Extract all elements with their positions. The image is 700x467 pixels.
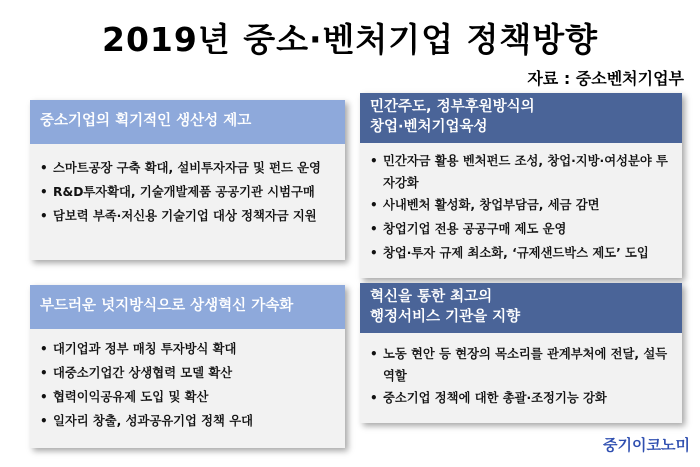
bullet-icon: • [40, 390, 48, 404]
panel-startup [360, 93, 682, 278]
list-item: • 민간자금 활용 벤처펀드 조성, 창업·지방·여성분야 투자강화 [370, 150, 670, 194]
source-credit: 자료 : 중소벤처기업부 [527, 69, 684, 88]
panel-heading-text: 행정서비스 기관을 지향 [370, 309, 521, 325]
list-item: • 대기업과 정부 매칭 투자방식 확대 [40, 342, 237, 356]
panel-startup-heading [360, 93, 682, 143]
bullet-icon: • [40, 185, 48, 199]
bullet-icon: • [370, 347, 378, 361]
list-item: • R&D투자확대, 기술개발제품 공공기관 시범구매 [40, 185, 315, 199]
panel-startup-list [370, 150, 670, 268]
list-item: • 사내벤처 활성화, 창업부담금, 세금 감면 [370, 198, 600, 212]
panel-coexistence [30, 285, 345, 448]
panel-coexistence-list [40, 340, 337, 436]
bullet-icon: • [40, 414, 48, 428]
panel-heading-text: 중소기업의 획기적인 생산성 제고 [40, 113, 252, 130]
bullet-icon: • [40, 342, 48, 356]
panel-heading-text: 민간주도, 정부후원방식의 [370, 99, 535, 116]
bullet-icon: • [40, 161, 48, 175]
panel-productivity-list [40, 159, 337, 231]
list-item: • 대중소기업간 상생협력 모델 확산 [40, 366, 233, 380]
list-item: • 담보력 부족·저신용 기술기업 대상 정책자금 지원 [40, 209, 317, 223]
bullet-icon: • [370, 198, 378, 212]
panel-productivity-heading [30, 100, 345, 144]
bullet-icon: • [370, 391, 378, 405]
publisher-logo: 중기이코노미 [603, 436, 690, 454]
panel-administration-list [370, 343, 670, 413]
list-item: • 일자리 창출, 성과공유기업 정책 우대 [40, 414, 253, 428]
bullet-icon: • [370, 154, 378, 168]
panel-coexistence-heading [30, 285, 345, 329]
panel-heading-text: 부드러운 넛지방식으로 상생혁신 가속화 [40, 298, 294, 315]
list-item: • 창업기업 전용 공공구매 제도 운영 [370, 222, 567, 236]
list-item: • 중소기업 정책에 대한 총괄·조정기능 강화 [370, 391, 607, 405]
panel-productivity [30, 100, 345, 260]
panel-heading-text: 혁신을 통한 최고의 [370, 289, 493, 306]
page-title: 2019년 중소·벤처기업 정책방향 [101, 20, 599, 59]
list-item: • 스마트공장 구축 확대, 설비투자자금 및 펀드 운영 [40, 161, 321, 175]
panel-administration [360, 283, 682, 423]
list-item: • 창업·투자 규제 최소화, ‘규제샌드박스 제도’ 도입 [370, 246, 649, 260]
list-item: • 협력이익공유제 도입 및 확산 [40, 390, 209, 404]
bullet-icon: • [370, 246, 378, 260]
panel-administration-heading [360, 283, 682, 333]
bullet-icon: • [40, 209, 48, 223]
bullet-icon: • [40, 366, 48, 380]
bullet-icon: • [370, 222, 378, 236]
list-item: • 노동 현안 등 현장의 목소리를 관계부처에 전달, 설득 역할 [370, 343, 670, 387]
panel-heading-text: 창업·벤처기업육성 [370, 119, 488, 135]
